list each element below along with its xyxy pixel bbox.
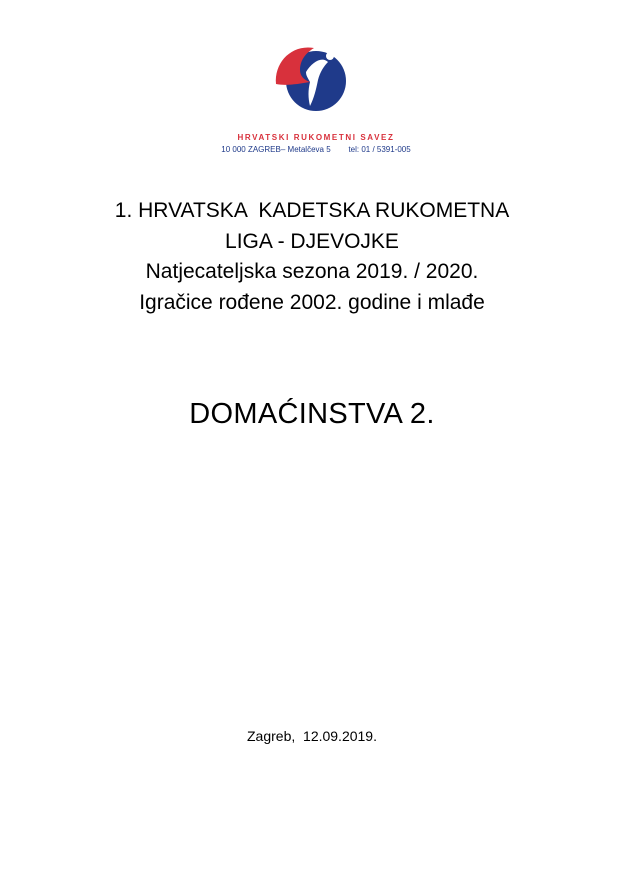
organization-name: HRVATSKI RUKOMETNI SAVEZ [237, 133, 395, 142]
title-line-season: Natjecateljska sezona 2019. / 2020. [145, 260, 479, 283]
organization-address: 10 000 ZAGREB– Metalčeva 5 tel: 01 / 5391-005 [221, 145, 411, 154]
title-line-league: 1. HRVATSKA KADETSKA RUKOMETNA [114, 199, 510, 222]
document-title [0, 196, 624, 318]
page-heading: DOMAĆINSTVA 2. [189, 398, 435, 430]
place-and-date: Zagreb, 12.09.2019. [247, 728, 377, 744]
hrs-handball-logo-icon [270, 38, 350, 118]
title-line-category: LIGA - DJEVOJKE [225, 229, 399, 253]
title-line-age-limit: Igračice rođene 2002. godine i mlađe [139, 290, 485, 314]
